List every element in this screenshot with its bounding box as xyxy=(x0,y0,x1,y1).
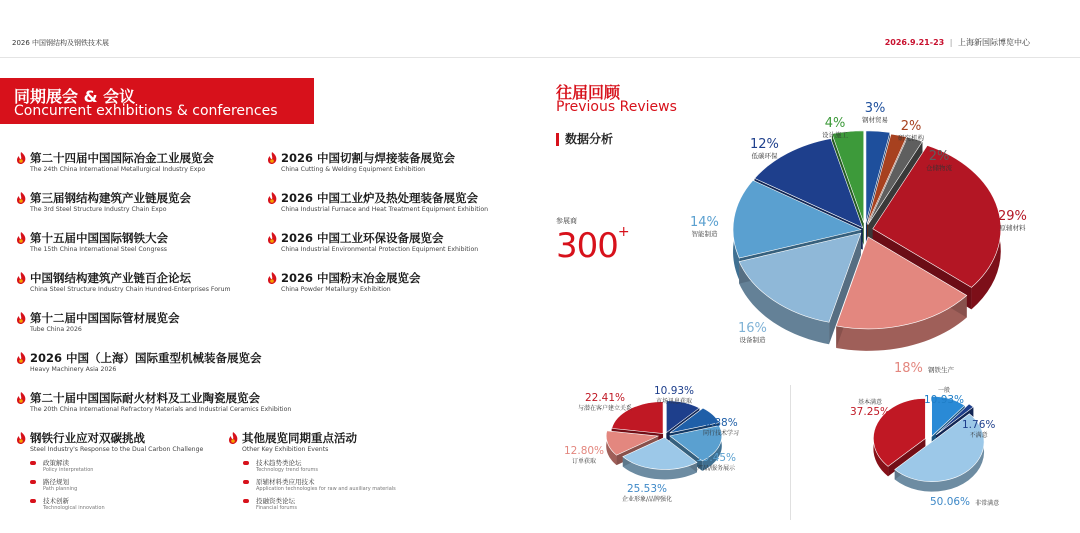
header-venue: 上海新国际博览中心 xyxy=(958,38,1030,47)
pie-label-category: 一般 xyxy=(938,387,951,394)
flame-icon xyxy=(228,432,238,444)
bullet-icon xyxy=(243,480,249,484)
header-divider xyxy=(0,57,1080,58)
pie-label-category: 低碳环保 xyxy=(751,152,778,160)
pie-label-category: 原辅材料 xyxy=(999,224,1026,232)
pie-label xyxy=(822,117,848,140)
bullet-icon xyxy=(243,499,249,503)
exhibition-name-zh: 2026 中国（上海）国际重型机械装备展览会 xyxy=(30,351,262,365)
pie-label xyxy=(654,386,694,406)
exhibition-name-en: China Industrial Furnace and Heat Treatment Equipment Exhibition xyxy=(281,206,489,213)
exhibitors-value: 300 xyxy=(556,226,618,266)
chart-divider xyxy=(790,385,791,520)
exhibition-name-zh: 第二十届中国国际耐火材料及工业陶瓷展览会 xyxy=(30,391,260,405)
pie-label-category: 产品/服务展示 xyxy=(697,465,736,472)
flame-icon xyxy=(267,152,277,164)
flame-icon xyxy=(16,392,26,404)
reviews-title-zh: 往届回顾 xyxy=(556,83,621,102)
pie-label-category: 智能制造 xyxy=(691,230,718,238)
pie-label-category: 仓储物流 xyxy=(926,164,952,172)
pie-label xyxy=(926,150,952,173)
pie-label-category: 非常满意 xyxy=(975,500,1000,507)
exhibition-name-zh: 第十五届中国国际钢铁大会 xyxy=(30,231,168,245)
exhibition-name-en: Tube China 2026 xyxy=(30,326,82,333)
pie-label-percent: 37.25% xyxy=(850,406,891,418)
exhibition-name-zh: 2026 中国切割与焊接装备展览会 xyxy=(281,151,456,165)
other-events-subtitle: Other Key Exhibition Events xyxy=(242,446,329,453)
pie-label-percent: 18% xyxy=(894,361,923,376)
exhibitors-label: 参展商 xyxy=(556,217,577,225)
pie-label-percent: 25.53% xyxy=(626,483,668,495)
concurrent-banner xyxy=(0,78,314,124)
exhibition-name-zh: 2026 中国工业炉及热处理装备展览会 xyxy=(281,191,479,205)
pie-label-percent: 12.80% xyxy=(564,445,605,457)
bullet-icon xyxy=(30,499,36,503)
pie-label-category: 基本满意 xyxy=(858,399,883,406)
pie-label xyxy=(962,420,995,440)
exhibition-name-en: China Steel Structure Industry Chain Hundred-Enterprises Forum xyxy=(30,286,231,293)
pie-label-percent: 22.41% xyxy=(584,392,626,404)
exhibition-name-zh: 2026 中国工业环保设备展览会 xyxy=(281,231,444,245)
exhibitors-suffix: + xyxy=(617,224,629,240)
pie-label xyxy=(750,138,779,161)
sub-item-zh: 政策解读 xyxy=(43,459,69,467)
pie-label-category: 市场讯息获取 xyxy=(656,398,693,405)
concurrent-title-zh: 同期展会 & 会议 xyxy=(14,87,136,106)
exhibition-name-en: The 20th China International Refractory Materials and Industrial Ceramics Exhibition xyxy=(30,406,292,413)
flame-icon xyxy=(16,192,26,204)
pie-label-category: 与潜在客户建立关系 xyxy=(578,405,633,412)
header-separator: | xyxy=(949,38,953,47)
exhibition-name-zh: 第二十四届中国国际冶金工业展览会 xyxy=(30,151,214,165)
flame-icon xyxy=(16,312,26,324)
sub-item-zh: 技术趋势类论坛 xyxy=(256,459,302,467)
sub-item-zh: 投融资类论坛 xyxy=(256,497,295,505)
dual-carbon-subtitle: Steel Industry's Response to the Dual Carbon Challenge xyxy=(30,446,204,453)
pie-label xyxy=(930,490,999,509)
exhibition-name-en: The 3rd Steel Structure Industry Chain Expo xyxy=(30,206,167,213)
pie-label-percent: 8.88% xyxy=(704,417,738,429)
flame-icon xyxy=(267,192,277,204)
flame-icon xyxy=(16,432,26,444)
exhibition-name-en: The 24th China International Metallurgical Industry Expo xyxy=(30,166,206,173)
pie-label xyxy=(696,453,736,473)
pie-label-percent: 14% xyxy=(690,215,719,230)
pie-label-percent: 19.45% xyxy=(696,452,737,464)
data-analysis-title: 数据分析 xyxy=(556,133,613,146)
header-date-venue xyxy=(885,37,1030,48)
exhibition-name-zh: 中国钢结构建筑产业链百企论坛 xyxy=(30,271,191,285)
other-events-title: 其他展览同期重点活动 xyxy=(242,431,357,445)
bullet-icon xyxy=(30,461,36,465)
flame-icon xyxy=(16,352,26,364)
pie-label xyxy=(703,418,739,438)
pie-label xyxy=(564,446,604,466)
sub-item-en: Policy interpretation xyxy=(43,467,94,473)
flame-icon xyxy=(16,232,26,244)
header-title: 2026 中国钢结构及钢铁技术展 xyxy=(12,39,110,47)
pie-label xyxy=(898,120,924,143)
pie-label-category: 订单获取 xyxy=(572,458,597,465)
pie-label-percent: 29% xyxy=(998,209,1027,224)
concurrent-title-en: Concurrent exhibitions & conferences xyxy=(14,103,278,119)
pie-label xyxy=(924,386,964,406)
pie-label xyxy=(862,102,888,125)
bullet-icon xyxy=(243,461,249,465)
pie-label-percent: 50.06% xyxy=(930,496,971,508)
exhibition-name-en: China Powder Metallurgy Exhibition xyxy=(281,286,391,293)
pie-label xyxy=(894,357,954,376)
sub-item-en: Application technologies for raw and auxiliary materials xyxy=(256,486,396,492)
pie-label xyxy=(622,484,672,504)
pie-label-percent: 10.93% xyxy=(654,385,695,397)
pie-label-category: 钢铁生产 xyxy=(928,366,954,374)
sub-item-en: Financial forums xyxy=(256,505,298,511)
pie-label xyxy=(850,398,890,418)
pie-label-percent: 12% xyxy=(750,137,779,152)
exhibition-name-en: China Industrial Environmental Protection Equipment Exhibition xyxy=(281,246,479,253)
sub-item-zh: 技术创新 xyxy=(43,497,69,505)
pie-label-percent: 1.76% xyxy=(962,419,996,431)
sub-item-en: Path planning xyxy=(43,486,78,492)
pie-label-category: 同行技术学习 xyxy=(703,430,740,437)
pie-label-percent: 10.93% xyxy=(924,394,965,406)
exhibition-name-zh: 2026 中国粉末冶金展览会 xyxy=(281,271,421,285)
sub-item-en: Technology trend forums xyxy=(256,467,319,473)
pie-label-category: 钢材贸易 xyxy=(862,116,888,124)
pie-label xyxy=(738,322,767,345)
pie-label xyxy=(998,210,1027,233)
header-date: 2026.9.21-23 xyxy=(884,38,945,47)
exhibition-name-zh: 第十二届中国国际管材展览会 xyxy=(30,311,180,325)
flame-icon xyxy=(267,232,277,244)
pie-label xyxy=(578,393,632,413)
pie-label-percent: 16% xyxy=(738,321,767,336)
pie-label-percent: 3% xyxy=(864,101,886,116)
exhibition-name-en: China Cutting & Welding Equipment Exhibition xyxy=(281,166,426,173)
exhibition-name-en: The 15th China International Steel Congress xyxy=(30,246,168,253)
sub-item-en: Technological innovation xyxy=(43,505,105,511)
flame-icon xyxy=(16,272,26,284)
pie-label-percent: 2% xyxy=(900,119,922,134)
sub-item-zh: 路径规划 xyxy=(43,478,69,486)
exhibition-name-zh: 第三届钢结构建筑产业链展览会 xyxy=(30,191,191,205)
pie-label xyxy=(690,216,719,239)
dual-carbon-title: 钢铁行业应对双碳挑战 xyxy=(30,431,145,445)
exhibition-name-en: Heavy Machinery Asia 2026 xyxy=(30,366,117,373)
pie-label-category: 企业形象/品牌强化 xyxy=(622,496,673,503)
exhibitors-count xyxy=(556,226,629,266)
sub-item-zh: 原辅材料类应用技术 xyxy=(256,478,315,486)
pie-label-percent: 2% xyxy=(928,149,950,164)
pie-label-percent: 4% xyxy=(824,116,846,131)
reviews-title-en: Previous Reviews xyxy=(556,99,677,115)
pie-label-category: 设备制造 xyxy=(739,336,766,344)
flame-icon xyxy=(267,272,277,284)
pie-label-category: 研究机构 xyxy=(898,134,924,142)
flame-icon xyxy=(16,152,26,164)
pie-label-category: 设计施工 xyxy=(822,131,848,139)
bullet-icon xyxy=(30,480,36,484)
pie-label-category: 不满意 xyxy=(969,432,988,439)
